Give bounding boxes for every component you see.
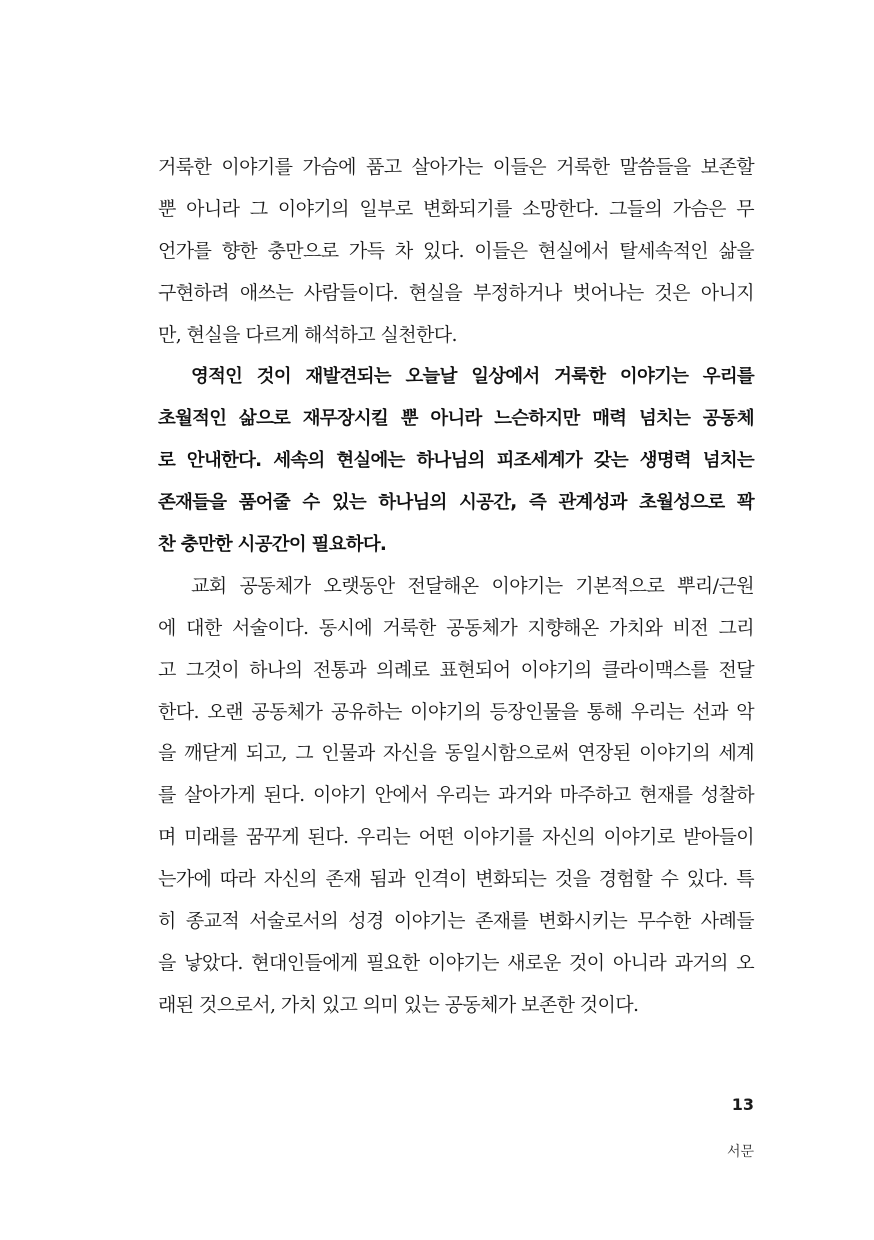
text-line: 찬 충만한 시공간이 필요하다. bbox=[158, 534, 387, 556]
paragraph-2-emphasis bbox=[158, 356, 754, 565]
text-line: 뿐 아니라 그 이야기의 일부로 변화되기를 소망한다. 그들의 가슴은 무 bbox=[158, 197, 754, 220]
paragraph-1 bbox=[158, 147, 754, 356]
text-line: 을 낳았다. 현대인들에게 필요한 이야기는 새로운 것이 아니라 과거의 오 bbox=[158, 951, 754, 974]
page-number: 13 bbox=[731, 1095, 754, 1114]
text-line: 만, 현실을 다르게 해석하고 실천한다. bbox=[158, 323, 457, 346]
text-line: 에 대한 서술이다. 동시에 거룩한 공동체가 지향해온 가치와 비전 그리 bbox=[158, 616, 754, 639]
text-line: 래된 것으로서, 가치 있고 의미 있는 공동체가 보존한 것이다. bbox=[158, 993, 639, 1016]
paragraph-3 bbox=[158, 566, 754, 1027]
text-line: 구현하려 애쓰는 사람들이다. 현실을 부정하거나 벗어나는 것은 아니지 bbox=[158, 281, 754, 304]
text-line: 로 안내한다. 세속의 현실에는 하나님의 피조세계가 갖는 생명력 넘치는 bbox=[158, 450, 754, 472]
text-line: 고 그것이 하나의 전통과 의례로 표현되어 이야기의 클라이맥스를 전달 bbox=[158, 658, 754, 681]
text-line: 히 종교적 서술로서의 성경 이야기는 존재를 변화시키는 무수한 사례들 bbox=[158, 910, 754, 933]
body-text bbox=[158, 147, 754, 1027]
text-line: 영적인 것이 재발견되는 오늘날 일상에서 거룩한 이야기는 우리를 bbox=[191, 366, 754, 388]
text-line: 며 미래를 꿈꾸게 된다. 우리는 어떤 이야기를 자신의 이야기로 받아들이 bbox=[158, 826, 754, 849]
text-line: 한다. 오랜 공동체가 공유하는 이야기의 등장인물을 통해 우리는 선과 악 bbox=[158, 700, 754, 723]
text-line: 거룩한 이야기를 가슴에 품고 살아가는 이들은 거룩한 말씀들을 보존할 bbox=[158, 156, 754, 178]
text-line: 초월적인 삶으로 재무장시킬 뿐 아니라 느슨하지만 매력 넘치는 공동체 bbox=[158, 408, 754, 430]
section-name: 서문 bbox=[726, 1144, 754, 1160]
text-line: 존재들을 품어줄 수 있는 하나님의 시공간, 즉 관계성과 초월성으로 꽉 bbox=[158, 492, 754, 514]
text-line: 언가를 향한 충만으로 가득 차 있다. 이들은 현실에서 탈세속적인 삶을 bbox=[158, 239, 754, 262]
text-line: 을 깨닫게 되고, 그 인물과 자신을 동일시함으로써 연장된 이야기의 세계 bbox=[158, 742, 754, 765]
text-line: 를 살아가게 된다. 이야기 안에서 우리는 과거와 마주하고 현재를 성찰하 bbox=[158, 784, 754, 807]
text-line: 는가에 따라 자신의 존재 됨과 인격이 변화되는 것을 경험할 수 있다. 특 bbox=[158, 868, 754, 891]
text-line: 교회 공동체가 오랫동안 전달해온 이야기는 기본적으로 뿌리/근원 bbox=[191, 574, 754, 597]
